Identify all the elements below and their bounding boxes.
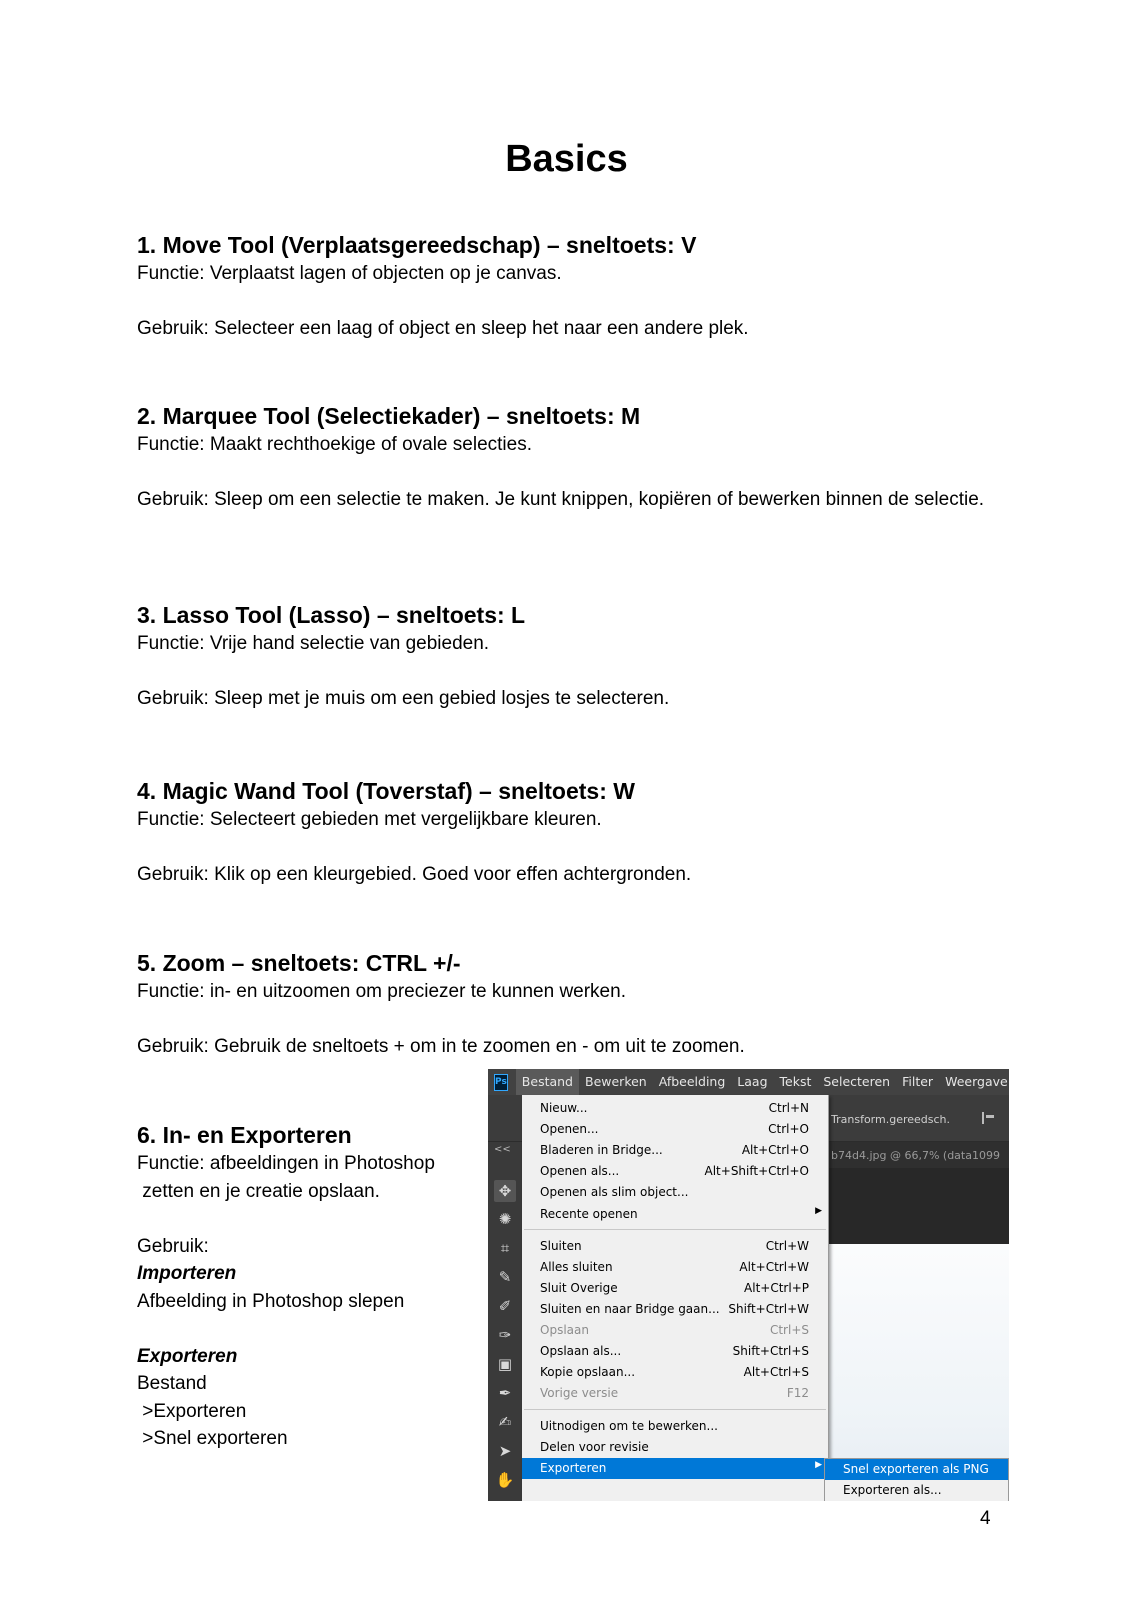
menu-item-opslaan-als[interactable]: Opslaan als... Shift+Ctrl+S: [540, 1344, 809, 1358]
section-usage: Gebruik: Klik op een kleurgebied. Goed voor effen achtergronden.: [137, 864, 692, 885]
section-usage: Gebruik: Sleep om een selectie te maken. Je kunt knippen, kopiëren of bewerken binnen de selectie.: [137, 489, 985, 510]
align-icon[interactable]: [982, 1112, 996, 1124]
menu-item-bladeren-in-bridge[interactable]: Bladeren in Bridge... Alt+Ctrl+O: [540, 1143, 809, 1157]
ps-menu-tekst[interactable]: Tekst: [779, 1074, 812, 1089]
menu-item-delen-voor-revisie[interactable]: Delen voor revisie: [540, 1440, 649, 1454]
ps-menu-selecteren[interactable]: Selecteren: [823, 1074, 891, 1089]
section-lasso-tool: [137, 600, 1017, 713]
ps-menubar: [488, 1069, 1009, 1095]
photoshop-screenshot: [488, 1069, 1009, 1501]
menu-item-vorige-versie: Vorige versie F12: [540, 1386, 809, 1400]
pen-icon[interactable]: ✍: [498, 1413, 512, 1431]
menu-item-openen[interactable]: Openen... Ctrl+O: [540, 1122, 809, 1136]
menu-item-nieuw[interactable]: Nieuw... Ctrl+N: [540, 1101, 809, 1115]
section-heading: 2. Marquee Tool (Selectiekader) – sneltoets: M: [137, 403, 641, 429]
section-function: Functie: Selecteert gebieden met vergelijkbare kleuren.: [137, 809, 602, 830]
menu-item-sluiten-en-naar-bridge[interactable]: Sluiten en naar Bridge gaan... Shift+Ctrl+W: [540, 1302, 809, 1316]
menu-item-kopie-opslaan[interactable]: Kopie opslaan... Alt+Ctrl+S: [540, 1365, 809, 1379]
ps-menu-afbeelding[interactable]: Afbeelding: [658, 1074, 726, 1089]
import-label: Importeren: [137, 1263, 237, 1284]
section-heading: 5. Zoom – sneltoets: CTRL +/-: [137, 950, 461, 976]
ps-menu-weergave[interactable]: Weergave: [945, 1074, 1008, 1089]
section-heading: 4. Magic Wand Tool (Toverstaf) – sneltoets: W: [137, 778, 635, 804]
section-usage: Gebruik: Sleep met je muis om een gebied losjes te selecteren.: [137, 688, 670, 709]
quick-selection-icon[interactable]: ✺: [498, 1210, 512, 1228]
healing-icon[interactable]: ✑: [498, 1326, 512, 1344]
section-magic-wand-tool: [137, 776, 1017, 889]
page-number: 4: [980, 1508, 991, 1529]
usage-label: Gebruik:: [137, 1235, 209, 1257]
ps-toolbar: [488, 1142, 523, 1501]
crop-icon[interactable]: ⌗: [500, 1239, 510, 1257]
section-heading: 1. Move Tool (Verplaatsgereedschap) – sneltoets: V: [137, 232, 697, 258]
menu-item-opslaan: Opslaan Ctrl+S: [540, 1323, 809, 1337]
section-function-cont: zetten en je creatie opslaan.: [137, 1180, 380, 1202]
menu-item-uitnodigen[interactable]: Uitnodigen om te bewerken...: [540, 1419, 718, 1433]
menu-item-recente-openen[interactable]: Recente openen ▶: [540, 1206, 822, 1221]
brush-icon[interactable]: ✐: [498, 1297, 512, 1315]
hand-icon[interactable]: ✋: [495, 1471, 515, 1489]
section-usage: Gebruik: Gebruik de sneltoets + om in te zoomen en - om uit te zoomen.: [137, 1036, 745, 1057]
collapse-icon[interactable]: <<: [494, 1144, 511, 1155]
section-function: Functie: afbeeldingen in Photoshop: [137, 1153, 435, 1174]
submenu-arrow-icon: ▶: [815, 1206, 822, 1216]
menu-item-sluiten[interactable]: Sluiten Ctrl+W: [540, 1239, 809, 1253]
menu-separator: [524, 1229, 826, 1230]
export-step: Bestand: [137, 1373, 207, 1394]
ps-transform-option[interactable]: Transform.gereedsch.: [831, 1113, 951, 1126]
section-heading: 6. In- en Exporteren: [137, 1122, 352, 1148]
menu-item-openen-als[interactable]: Openen als... Alt+Shift+Ctrl+O: [540, 1164, 809, 1178]
section-usage: Gebruik: Selecteer een laag of object en sleep het naar een andere plek.: [137, 318, 749, 339]
gradient-icon[interactable]: ▣: [497, 1355, 513, 1373]
ps-menu-laag[interactable]: Laag: [737, 1074, 768, 1089]
section-function: Functie: Verplaatst lagen of objecten op je canvas.: [137, 263, 562, 284]
page-title: Basics: [505, 138, 628, 180]
menu-item-snel-exporteren-als-png[interactable]: Snel exporteren als PNG: [825, 1459, 1008, 1480]
export-step: >Exporteren: [137, 1400, 247, 1422]
section-heading: 3. Lasso Tool (Lasso) – sneltoets: L: [137, 602, 526, 628]
section-marquee-tool: [137, 401, 1017, 514]
menu-item-sluit-overige[interactable]: Sluit Overige Alt+Ctrl+P: [540, 1281, 809, 1295]
menu-item-openen-als-slim-object[interactable]: Openen als slim object...: [540, 1185, 689, 1199]
ps-menu-bewerken[interactable]: Bewerken: [585, 1074, 647, 1089]
section-move-tool: [137, 230, 1017, 343]
selection-arrow-icon[interactable]: ➤: [498, 1442, 512, 1460]
section-function: Functie: Vrije hand selectie van gebieden.: [137, 633, 490, 654]
menu-separator: [524, 1409, 826, 1410]
eyedropper-icon[interactable]: ✎: [498, 1268, 512, 1286]
photoshop-logo-icon: Ps: [494, 1074, 508, 1091]
section-function: Functie: Maakt rechthoekige of ovale selecties.: [137, 434, 532, 455]
move-icon[interactable]: ✥: [494, 1180, 516, 1202]
import-text: Afbeelding in Photoshop slepen: [137, 1290, 405, 1312]
menu-item-exporteren-als[interactable]: Exporteren als...: [843, 1483, 942, 1497]
menu-item-exporteren[interactable]: Exporteren ▶: [522, 1458, 828, 1479]
section-function: Functie: in- en uitzoomen om preciezer te kunnen werken.: [137, 981, 626, 1002]
export-label: Exporteren: [137, 1345, 238, 1367]
ps-menu-bestand[interactable]: Bestand: [516, 1069, 579, 1095]
ps-file-menu-dropdown: [522, 1095, 829, 1501]
section-import-export: [137, 1120, 477, 1453]
ps-menu-filter[interactable]: Filter: [902, 1074, 934, 1089]
menu-item-alles-sluiten[interactable]: Alles sluiten Alt+Ctrl+W: [540, 1260, 809, 1274]
ps-canvas-border: [828, 1168, 1009, 1244]
submenu-arrow-icon: ▶: [815, 1460, 822, 1470]
dodge-icon[interactable]: ✒: [498, 1384, 512, 1402]
export-step: >Snel exporteren: [137, 1428, 288, 1449]
ps-document-tab[interactable]: b74d4.jpg @ 66,7% (data1099: [831, 1149, 1000, 1162]
ps-export-submenu: [824, 1458, 1009, 1501]
section-zoom: [137, 948, 1017, 1061]
